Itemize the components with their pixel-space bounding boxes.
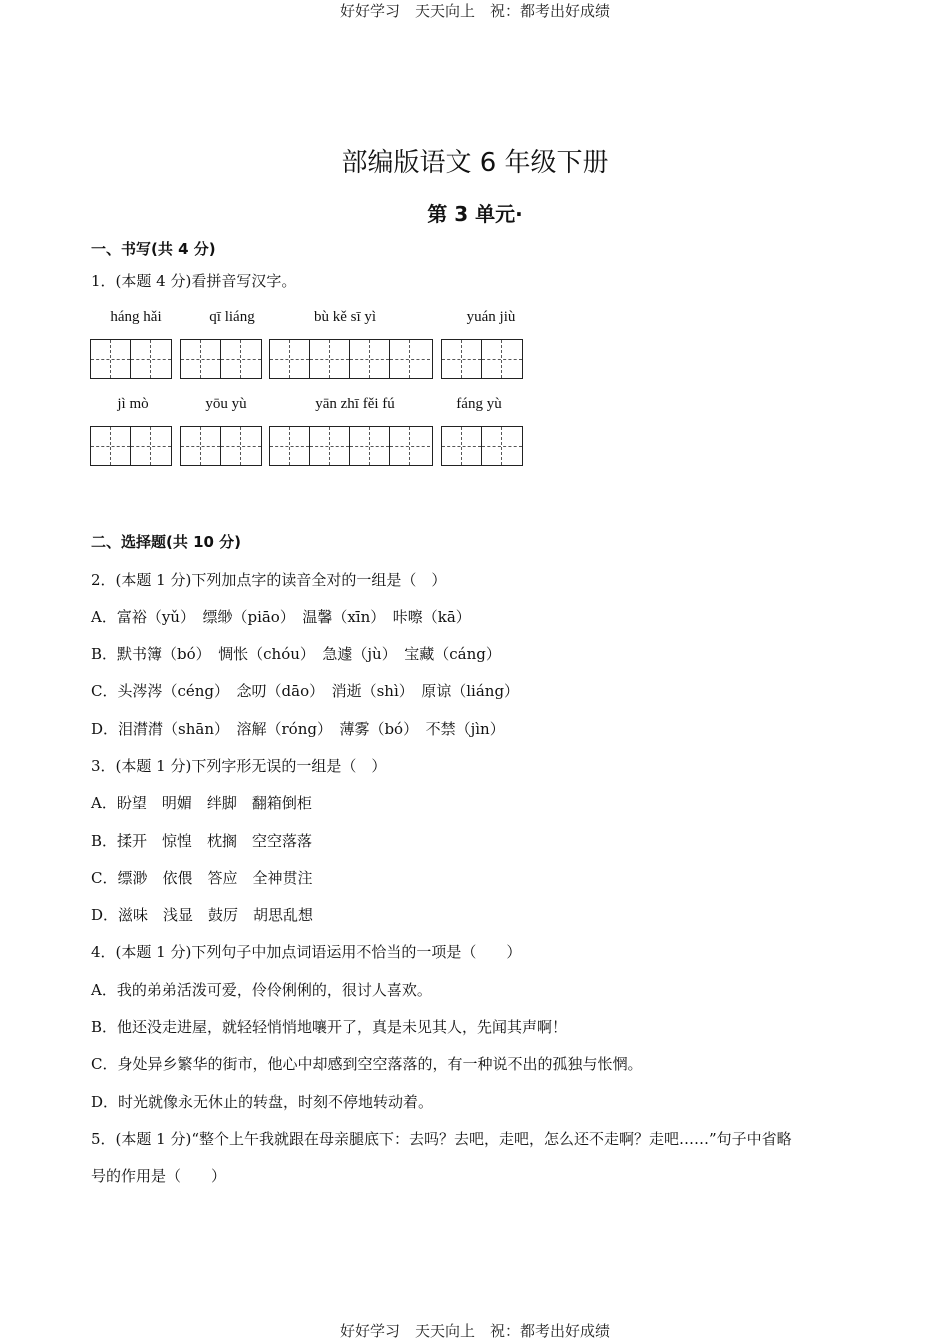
question-4-option-b: B．他还没走进屋，就轻轻悄悄地嚷开了，真是未见其人，先闻其声啊！ (91, 1018, 568, 1036)
pinyin-label: háng hǎi (110, 309, 162, 325)
writing-grid[interactable] (180, 339, 262, 379)
pinyin-label: qī liáng (209, 309, 255, 325)
page-header: 好好学习 天天向上 祝：都考出好成绩 (339, 2, 610, 20)
question-2: 2．(本题 1 分)下列加点字的读音全对的一组是（ ） (91, 571, 447, 589)
question-5-continued: 号的作用是（ ） (91, 1167, 227, 1185)
question-3-option-d: D．滋味 浅显 鼓厉 胡思乱想 (91, 906, 314, 924)
writing-grid[interactable] (269, 339, 433, 379)
page-title: 部编版语文 6 年级下册 (341, 148, 609, 178)
writing-grid[interactable] (180, 426, 262, 466)
section-2-title: 二、选择题(共 10 分) (91, 533, 242, 551)
unit-subtitle: 第 3 单元· (427, 202, 523, 226)
page-footer: 好好学习 天天向上 祝：都考出好成绩 (339, 1322, 610, 1340)
question-2-option-a: A．富裕（yǔ） 缥缈（piāo） 温馨（xīn） 咔嚓（kā） (91, 608, 471, 626)
question-1: 1．(本题 4 分)看拼音写汉字。 (91, 272, 297, 290)
pinyin-label: yuán jiù (466, 309, 516, 325)
question-2-option-b: B．默书簿（bó） 惆怅（chóu） 急遽（jù） 宝藏（cáng） (91, 645, 501, 663)
pinyin-label: bù kě sī yì (313, 309, 377, 325)
pinyin-label: fáng yù (456, 396, 502, 412)
question-4-option-d: D．时光就像永无休止的转盘，时刻不停地转动着。 (91, 1093, 434, 1111)
question-4: 4．(本题 1 分)下列句子中加点词语运用不恰当的一项是（ ） (91, 943, 522, 961)
writing-grid[interactable] (441, 426, 523, 466)
question-3-option-a: A．盼望 明媚 绊脚 翻箱倒柜 (91, 794, 312, 812)
question-3: 3．(本题 1 分)下列字形无误的一组是（ ） (91, 757, 387, 775)
question-2-option-c: C．头涔涔（céng） 念叨（dāo） 消逝（shì） 原谅（liáng） (91, 682, 520, 700)
question-2-option-d: D．泪潸潸（shān） 溶解（róng） 薄雾（bó） 不禁（jìn） (91, 720, 505, 738)
question-4-option-c: C．身处异乡繁华的街市，他心中却感到空空落落的，有一种说不出的孤独与怅惘。 (91, 1055, 643, 1073)
writing-grid[interactable] (269, 426, 433, 466)
question-3-option-b: B．揉开 惊惶 枕搁 空空落落 (91, 832, 313, 850)
pinyin-label: yān zhī fěi fú (315, 396, 395, 412)
question-5: 5．(本题 1 分)“整个上午我就跟在母亲腿底下：去吗？去吧，走吧，怎么还不走啊？走吧……”句子中省略 (91, 1130, 792, 1148)
section-1-title: 一、书写(共 4 分) (91, 240, 216, 258)
pinyin-label: jì mò (117, 396, 149, 412)
writing-grid[interactable] (441, 339, 523, 379)
writing-grid[interactable] (90, 339, 172, 379)
pinyin-label: yōu yù (205, 396, 247, 412)
question-3-option-c: C．缥渺 依偎 答应 全神贯注 (91, 869, 313, 887)
writing-grid[interactable] (90, 426, 172, 466)
question-4-option-a: A．我的弟弟活泼可爱，伶伶俐俐的，很讨人喜欢。 (91, 981, 432, 999)
